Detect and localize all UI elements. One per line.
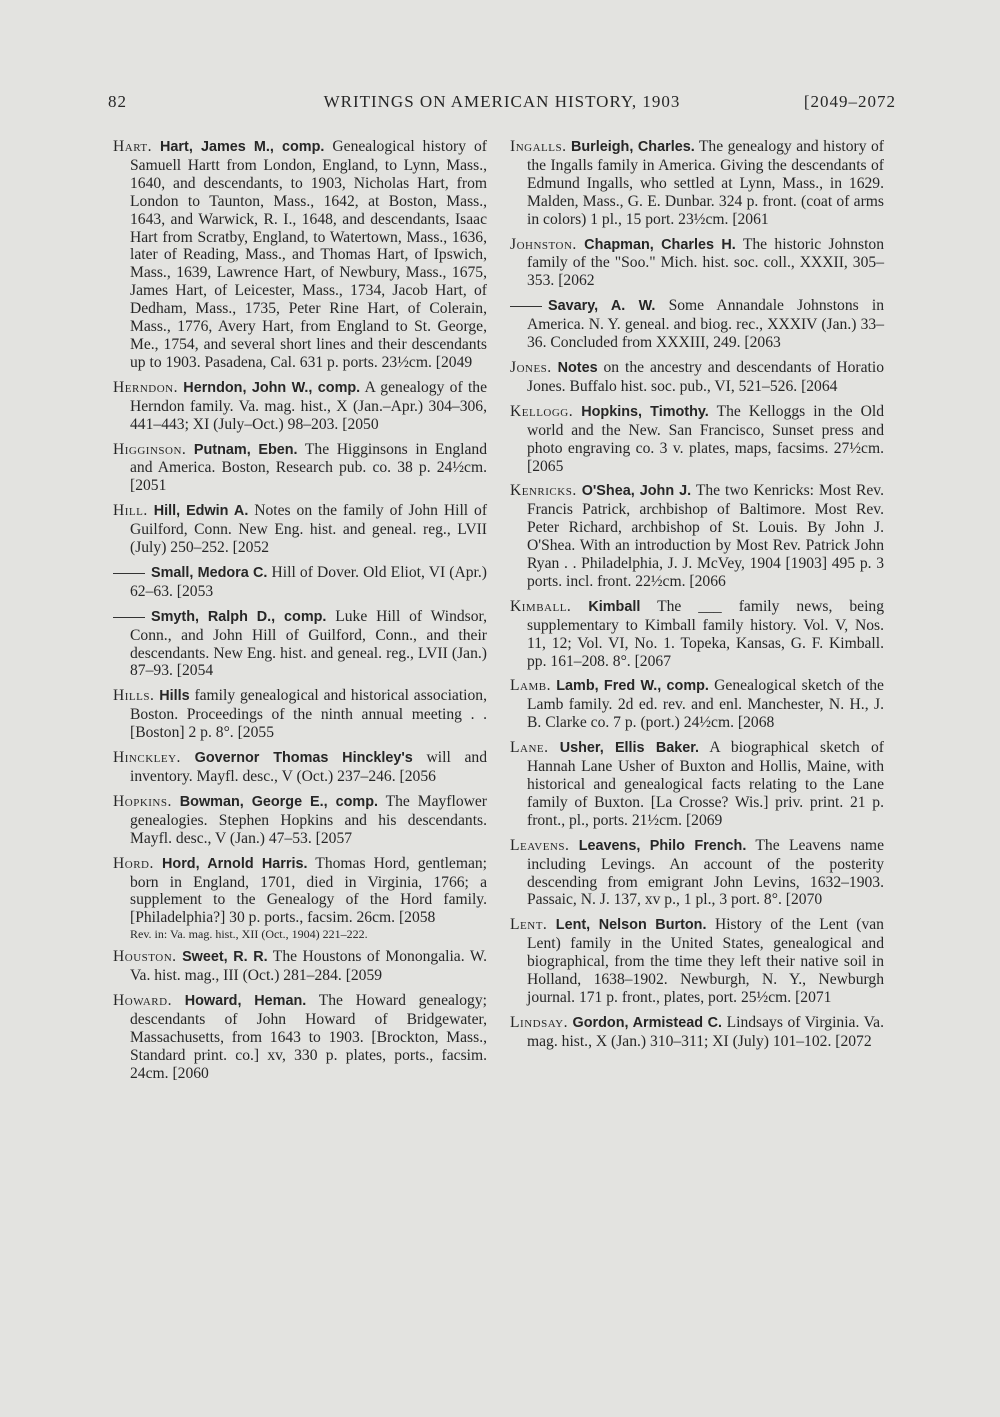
entry-author: Usher, Ellis Baker. [559, 740, 700, 757]
bibliography-entry [510, 297, 884, 352]
entry-text: will and inventory. Mayfl. desc., V (Oct.) 237–246. [130, 749, 487, 785]
entry-author: Chapman, Charles H. [584, 236, 736, 253]
entry-author: Putnam, Eben. [193, 441, 298, 458]
entry-text: Genealogical history of Samuell Hartt from London, England, to Lynn, Mass., 1640, and descendants, to 1903, Nicholas Hart, from London to Taunton, Mass., 1642, at Boston, Mass., 1643, and Warwick, R. I., 1648, and descendants, Isaac Hart from Scratby, England, to Watertown, Mass., 1636, later of Reading, Mass., and Thomas Hart, of Ipswich, Mass., 1639, Lawrence Hart, of Newbury, Mass., 1675, James Hart, of Leicester, Mass., 1734, Jacob Hart, of Dedham, Mass., 1735, Peter Rine Hart, of Colerain, Mass., 1776, Avery Hart, from England to St. George, Me., 1754, and several short lines and their descendants up to 1903. Pasadena, Cal. 631 p. ports. 23½cm. [130, 138, 487, 371]
entry-number: [2061 [732, 210, 769, 228]
entry-headword: Hill. [113, 502, 148, 520]
entry-number: [2070 [785, 891, 823, 909]
entry-headword: Houston. [113, 948, 177, 966]
entry-headword: Ingalls. [510, 138, 567, 155]
entry-number: [2057 [315, 829, 353, 847]
entry-text: The Houstons of Monongalia. W. Va. hist. mag., III (Oct.) 281–284. [130, 948, 488, 985]
entry-text: family genealogical and historical association, Boston. Proceedings of the ninth annual meeting . . [Boston] 2 p. 8°. [130, 687, 487, 742]
running-title: WRITINGS ON AMERICAN HISTORY, 1903 [323, 92, 681, 111]
entry-text: A genealogy of the Herndon family. Va. mag. hist., X (Jan.–Apr.) 304–306, 441–443; XI (July–Oct.) 98–203. [130, 378, 488, 433]
entry-text: History of the Lent (van Lent) family in the United States, genealogical and biographical, from the time they left their native soil in Holland, 1638–1902. Newburgh, N. Y., Newburgh journal. 171 p. front., plates, port. 25½cm. [527, 916, 884, 1006]
entry-number: [2066 [689, 572, 726, 590]
entry-note: Rev. in: Va. mag. hist., XII (Oct., 1904) 221–222. [130, 927, 368, 942]
entry-number: [2058 [398, 909, 436, 927]
entry-author: Gordon, Armistead C. [572, 1014, 723, 1031]
entry-number: [2052 [232, 539, 270, 557]
entry-number: [2049 [435, 353, 473, 371]
entry-headword: Herndon. [113, 378, 178, 396]
entry-author: Smyth, Ralph D., comp. [151, 608, 327, 625]
entry-author: Sweet, R. R. [182, 949, 268, 966]
entry-author: Leavens, Philo French. [578, 837, 747, 854]
bibliography-entry [113, 687, 487, 742]
entry-text: Thomas Hord, gentleman; born in England, 1701, died in Virginia, 1766; a supplement to the Genealogy of the Hord family. [Philadelphia?] 30 p. ports., facsim. 26cm. [130, 854, 487, 927]
entry-number: [2069 [685, 811, 723, 829]
bibliography-entry [510, 403, 884, 476]
entry-text: The two Kenricks: Most Rev. Francis Patrick, archbishop of Baltimore. Most Rev. Peter Richard, archbishop of St. Louis. By John J. O'Shea. With an introduction by Most Rev. Patrick John Ryan . . Philadelphia, J. J. McVey, 1904 [1903] 495 p. 3 ports. incl. front. 22½cm. [527, 482, 884, 590]
bibliography-entry [510, 236, 884, 291]
entry-number: [2071 [795, 988, 832, 1006]
entry-author: Lamb, Fred W., comp. [556, 678, 709, 695]
entry-headword: Kimball. [510, 597, 572, 615]
entry-author: Hord, Arnold Harris. [162, 855, 308, 872]
entry-text: A biographical sketch of Hannah Lane Usher of Buxton and Hollis, Maine, with historical and genealogical facts relating to the Lane family of Buxton. [La Crosse? Wis.] priv. print. 21 p. front., pl., ports. 21½cm. [527, 739, 884, 829]
page-number: 82 [108, 92, 127, 111]
entry-headword: Hord. [113, 854, 154, 872]
entry-number: [2065 [527, 457, 564, 475]
entry-headword: Lindsay. [510, 1013, 568, 1031]
bibliography-entry [510, 482, 884, 590]
entry-text: on the ancestry and descendants of Horatio Jones. Buffalo hist. soc. pub., VI, 521–526. [527, 358, 884, 395]
bibliography-entry [113, 608, 487, 681]
entry-headword: Lamb. [510, 677, 551, 695]
entry-headword: Jones. [510, 358, 552, 376]
entry-number: [2060 [172, 1064, 209, 1082]
entry-text: The Kelloggs in the Old world and the New. San Francisco, Sunset press and photo engraving co. 3 v. plates, maps, facsims. 27½cm. [527, 402, 885, 457]
entry-text: The Mayflower genealogies. Stephen Hopkins and his descendants. Mayfl. desc., V (Jan.) 47–53. [130, 792, 487, 847]
entry-number: [2055 [237, 724, 274, 742]
bibliography-entry [113, 502, 487, 557]
entry-author: Burleigh, Charles. [570, 139, 695, 155]
entry-headword: Hopkins. [113, 792, 172, 810]
entry-number: [2064 [801, 377, 838, 395]
bibliography-entry [510, 837, 884, 910]
entry-number: [2063 [744, 334, 781, 352]
entry-author: O'Shea, John J. [581, 483, 692, 500]
entry-number: [2056 [399, 768, 436, 785]
ditto-dash [113, 573, 145, 574]
entry-text: Genealogical sketch of the Lamb family. 2d ed. rev. and enl. Manchester, N. H., J. B. Clarke co. 7 p. (port.) 24½cm. [527, 677, 884, 732]
entry-number: [2051 [130, 477, 167, 495]
entry-headword: Higginson. [113, 440, 187, 458]
bibliography-entry [113, 793, 487, 848]
entry-number: [2059 [345, 967, 383, 985]
entry-number: [2050 [342, 415, 379, 433]
ditto-dash [510, 306, 542, 307]
entry-headword: Hinckley. [113, 749, 181, 767]
entry-author: Hopkins, Timothy. [581, 403, 709, 420]
entry-text: The Howard genealogy; descendants of John Howard of Bridgewater, Massachusetts, from 1643 to 1903. [Brockton, Mass., Standard print. co.] xv, 330 p. plates, ports., facsim. 24cm. [130, 992, 487, 1082]
bibliography-entry [113, 441, 487, 496]
entry-author: Bowman, George E., comp. [179, 793, 378, 810]
bibliography-entry [113, 749, 487, 786]
entry-author: Notes [557, 359, 598, 376]
bibliography-entry [510, 359, 884, 396]
bibliography-entry [510, 598, 884, 671]
entry-text: Lindsays of Virginia. Va. mag. hist., X (Jan.) 310–311; XI (July) 101–102. [527, 1013, 884, 1050]
left-column [113, 138, 487, 1090]
entry-text: The genealogy and history of the Ingalls family in America. Giving the descendants of Edmund Ingalls, who settled at Lynn, Mass., in 1629. Malden, Mass., G. E. Dunbar. 324 p. front. (coat of arms in colors) 1 pl., 15 port. 23½cm. [527, 138, 884, 228]
entry-headword: Howard. [113, 992, 172, 1010]
entry-text: The ___ family news, being supplementary to Kimball family history. Vol. V, Nos. 11, 12; Vol. VI, No. 1. Topeka, Kansas, G. F. Kimball. pp. 161–208. 8°. [527, 597, 885, 670]
entry-number: [2072 [835, 1032, 872, 1050]
entry-headword: Leavens. [510, 836, 570, 854]
entry-text: The historic Johnston family of the "Soo." Mich. hist. soc. coll., XXXII, 305–353. [527, 235, 884, 290]
entry-range: [2049–2072 [803, 92, 896, 111]
bibliography-entry [113, 992, 487, 1083]
entry-headword: Hills. [113, 687, 155, 705]
entry-text: The Leavens name including Levings. An account of the posterity descending from emigrant John Levins, 1632–1903. Passaic, N. J. 137, xv p., 1 pl., 3 port. 8°. [527, 836, 884, 909]
entry-text: The Higginsons in England and America. Boston, Research pub. co. 38 p. 24½cm. [130, 440, 488, 477]
page-header [108, 92, 896, 114]
entry-author: Hart, James M., comp. [160, 139, 325, 155]
entry-number: [2062 [558, 272, 595, 290]
bibliography-entry [510, 677, 884, 732]
entry-headword: Lent. [510, 916, 548, 934]
entry-number: [2053 [176, 582, 214, 600]
entry-text: Notes on the family of John Hill of Guilford, Conn. New Eng. hist. and geneal. reg., LVII (July) 250–252. [130, 502, 488, 557]
entry-author: Governor Thomas Hinckley's [194, 750, 413, 767]
bibliography-entry [510, 739, 884, 830]
bibliography-entry [510, 1014, 884, 1051]
bibliography-entry [510, 138, 884, 229]
entry-author: Hill, Edwin A. [153, 503, 249, 520]
entry-headword: Kenricks. [510, 482, 577, 500]
bibliography-entry [113, 138, 487, 372]
entry-number: [2068 [737, 714, 775, 732]
entry-headword: Johnston. [510, 235, 577, 253]
entry-author: Kimball [588, 598, 641, 615]
entry-author: Lent, Nelson Burton. [555, 917, 707, 934]
entry-headword: Hart. [113, 138, 152, 155]
entry-number: [2054 [176, 662, 214, 680]
entry-number: [2067 [634, 652, 671, 670]
bibliography-entry [113, 948, 487, 985]
entry-headword: Kellogg. [510, 402, 574, 420]
entry-author: Hills [159, 688, 190, 705]
entry-headword: Lane. [510, 739, 549, 757]
entry-author: Herndon, John W., comp. [183, 379, 361, 396]
right-column [510, 138, 884, 1058]
ditto-dash [113, 617, 145, 618]
entry-author: Savary, A. W. [548, 298, 656, 315]
entry-author: Howard, Heman. [184, 993, 307, 1010]
bibliography-entry [510, 916, 884, 1007]
bibliography-entry [113, 379, 487, 434]
entry-author: Small, Medora C. [151, 564, 268, 581]
entry-text: Some Annandale Johnstons in America. N. Y. geneal. and biog. rec., XXXIV (Jan.) 33–36. Concluded from XXXIII, 249. [527, 297, 885, 352]
bibliography-entry [113, 564, 487, 601]
bibliography-entry [113, 855, 487, 942]
entry-text: Hill of Dover. Old Eliot, VI (Apr.) 62–63. [130, 563, 487, 600]
entry-text: Luke Hill of Windsor, Conn., and John Hill of Guilford, Conn., and their descendants. New Eng. hist. and geneal. reg., LVII (Jan.) 87–93. [130, 607, 487, 680]
